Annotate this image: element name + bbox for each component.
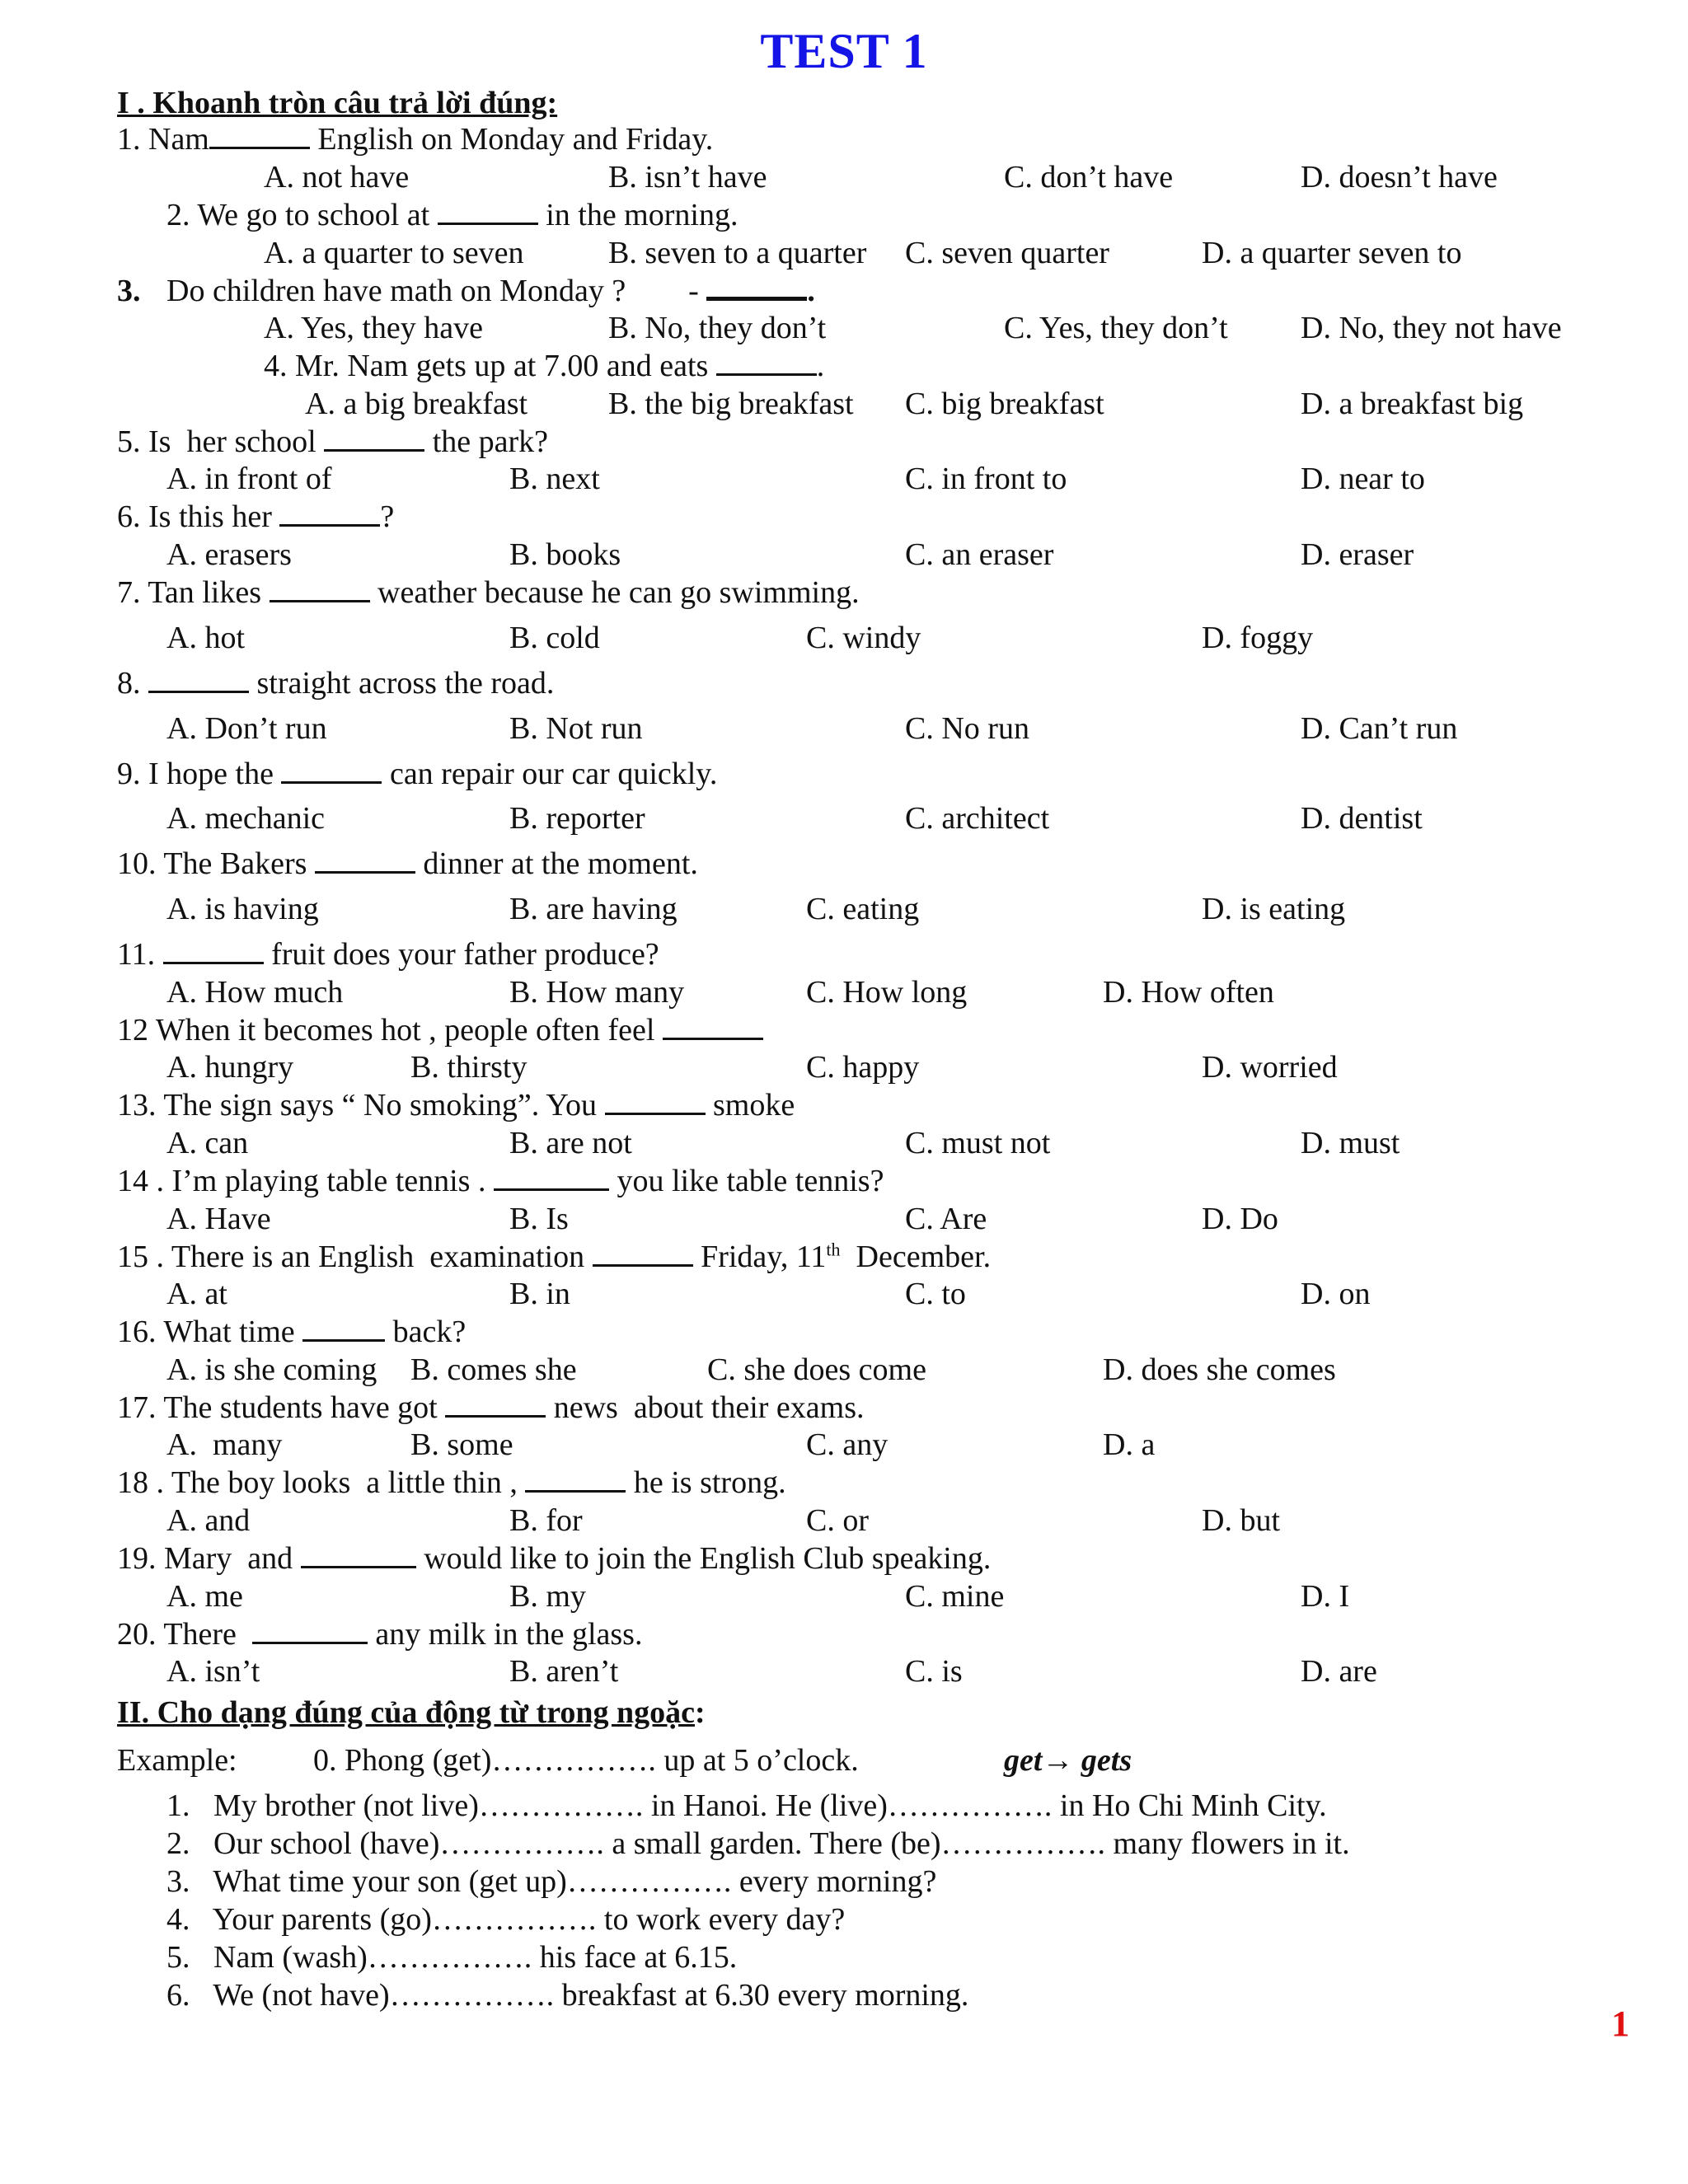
answer-option[interactable]: D. must	[1301, 1126, 1400, 1160]
answer-blank[interactable]	[252, 1617, 368, 1644]
answer-option[interactable]: B. Not run	[509, 711, 643, 746]
page-number: 1	[1611, 2004, 1629, 2044]
answer-option[interactable]: C. architect	[905, 801, 1050, 836]
answer-option[interactable]: D. is eating	[1202, 892, 1346, 926]
verb-exercise-item: 6. We (not have)……………. breakfast at 6.30 every morning.	[166, 1978, 969, 2013]
answer-option[interactable]: B. books	[509, 537, 621, 572]
example-text: 0. Phong (get)……………. up at 5 o’clock.	[313, 1743, 859, 1778]
verb-exercise-item: 5. Nam (wash)……………. his face at 6.15.	[166, 1940, 738, 1975]
answer-option[interactable]: B. seven to a quarter	[608, 236, 867, 270]
answer-blank[interactable]	[163, 937, 264, 964]
answer-option[interactable]: A. in front of	[166, 462, 332, 496]
answer-option[interactable]: A. can	[166, 1126, 249, 1160]
answer-option[interactable]: B. my	[509, 1579, 586, 1614]
question-text: 13. The sign says “ No smoking”. You	[117, 1088, 605, 1122]
answer-option[interactable]: B. Is	[509, 1202, 569, 1236]
question-stem	[117, 120, 713, 158]
answer-option[interactable]: C. eating	[806, 892, 920, 926]
answer-option[interactable]: D. foggy	[1202, 621, 1314, 655]
question-text-after-blank: in the morning.	[537, 198, 738, 232]
question-text-after-blank: news about their exams.	[546, 1390, 865, 1425]
verb-exercise-item: 2. Our school (have)……………. a small garden. There (be)……………. many flowers in it.	[166, 1826, 1350, 1861]
question-text-after-blank: would like to join the English Club speaking.	[415, 1541, 992, 1576]
answer-option[interactable]: D. How often	[1103, 975, 1274, 1010]
question-text: 9. I hope the	[117, 757, 282, 791]
answer-option[interactable]: A. and	[166, 1503, 251, 1538]
question-stem	[117, 1313, 466, 1351]
answer-option[interactable]: A. many	[166, 1427, 283, 1462]
answer-blank[interactable]	[315, 846, 415, 874]
section-2-heading-text: II. Cho dạng đúng của động từ trong ngoặc	[117, 1695, 696, 1730]
question-stem	[117, 755, 717, 793]
question-text-after-blank: back?	[385, 1315, 467, 1349]
answer-option[interactable]: D. worried	[1202, 1050, 1338, 1085]
answer-blank[interactable]	[445, 1390, 546, 1418]
question-text: 4. Mr. Nam gets up at 7.00 and eats	[264, 349, 716, 383]
answer-blank[interactable]	[438, 198, 538, 225]
answer-option[interactable]: A. a quarter to seven	[264, 236, 524, 270]
answer-option[interactable]: B. are not	[509, 1126, 632, 1160]
question-text: 1. Nam	[117, 122, 209, 157]
answer-option[interactable]: B. cold	[509, 621, 600, 655]
question-stem	[117, 1011, 763, 1049]
answer-option[interactable]: D. does she comes	[1103, 1352, 1336, 1387]
answer-option[interactable]: A. is having	[166, 892, 319, 926]
answer-option[interactable]: D. dentist	[1301, 801, 1423, 836]
answer-option[interactable]: B. How many	[509, 975, 685, 1010]
answer-blank[interactable]	[663, 1013, 763, 1040]
answer-blank[interactable]	[706, 272, 807, 301]
question-text-after-blank: the park?	[424, 424, 548, 459]
question-stem	[117, 845, 698, 883]
question-text: 18 . The boy looks a little thin ,	[117, 1465, 526, 1500]
question-stem	[117, 1389, 864, 1427]
question-stem	[117, 574, 860, 612]
question-text-after-blank: English on Monday and Friday.	[309, 122, 714, 157]
answer-option[interactable]: B. for	[509, 1503, 583, 1538]
answer-blank[interactable]	[525, 1465, 626, 1493]
question-stem	[117, 423, 548, 461]
ordinal-suffix: th	[826, 1239, 841, 1260]
answer-option[interactable]: B. comes she	[410, 1352, 577, 1387]
question-stem	[166, 196, 738, 234]
answer-option[interactable]: D. Can’t run	[1301, 711, 1458, 746]
question-text-after-blank: can repair our car quickly.	[382, 757, 718, 791]
answer-option[interactable]: C. any	[806, 1427, 889, 1462]
answer-blank[interactable]	[716, 349, 817, 376]
answer-option[interactable]: D. on	[1301, 1277, 1371, 1311]
question-text-end: December.	[840, 1240, 992, 1274]
answer-option[interactable]: C. don’t have	[1004, 160, 1174, 194]
answer-option[interactable]: C. Yes, they don’t	[1004, 311, 1228, 345]
question-text: 14 . I’m playing table tennis .	[117, 1164, 494, 1198]
answer-option[interactable]: C. Are	[905, 1202, 987, 1236]
answer-option[interactable]: A. at	[166, 1277, 227, 1311]
answer-blank[interactable]	[209, 122, 310, 149]
answer-option[interactable]: A. hungry	[166, 1050, 294, 1085]
verb-exercise-item: 1. My brother (not live)……………. in Hanoi. He (live)……………. in Ho Chi Minh City.	[166, 1788, 1327, 1823]
answer-option[interactable]: C. to	[905, 1277, 966, 1311]
question-text-after-blank: straight across the road.	[249, 666, 555, 701]
question-text-after-blank: smoke	[705, 1088, 795, 1122]
answer-option[interactable]: D. Do	[1202, 1202, 1278, 1236]
answer-option[interactable]: A. isn’t	[166, 1654, 260, 1689]
answer-option[interactable]: C. seven quarter	[905, 236, 1109, 270]
answer-blank[interactable]	[301, 1541, 416, 1568]
answer-blank[interactable]	[281, 757, 382, 784]
answer-option[interactable]: B. isn’t have	[608, 160, 767, 194]
answer-option[interactable]: A. mechanic	[166, 801, 326, 836]
answer-option[interactable]: D. a	[1103, 1427, 1156, 1462]
section-1-heading: I . Khoanh tròn câu trả lời đúng:	[117, 86, 558, 120]
question-text-after-blank: .	[816, 349, 825, 383]
question-text: 7. Tan likes	[117, 575, 270, 610]
question-text-after-blank: Friday, 11	[692, 1240, 827, 1274]
question-text: Do children have math on Monday ? -	[166, 274, 707, 308]
answer-option[interactable]: B. reporter	[509, 801, 645, 836]
question-stem	[117, 664, 554, 702]
answer-option[interactable]: A. a big breakfast	[305, 387, 528, 421]
answer-option[interactable]: B. some	[410, 1427, 513, 1462]
answer-blank[interactable]	[270, 575, 370, 602]
question-text-after-blank: .	[807, 274, 815, 308]
question-stem	[117, 498, 394, 536]
answer-option[interactable]: C. an eraser	[905, 537, 1054, 572]
page-title: TEST 1	[760, 24, 928, 78]
example-answer: get→ gets	[1004, 1743, 1132, 1778]
answer-option[interactable]: B. the big breakfast	[608, 387, 854, 421]
section-2-heading	[117, 1694, 706, 1732]
answer-option[interactable]: D. are	[1301, 1654, 1377, 1689]
answer-option[interactable]: A. How much	[166, 975, 344, 1010]
question-text-after-blank: he is strong.	[626, 1465, 786, 1500]
answer-option[interactable]: B. aren’t	[509, 1654, 619, 1689]
question-text-after-blank: dinner at the moment.	[415, 846, 698, 881]
answer-blank[interactable]	[593, 1240, 693, 1267]
answer-option[interactable]: C. in front to	[905, 462, 1067, 496]
answer-blank[interactable]	[279, 499, 380, 527]
answer-option[interactable]: A. Yes, they have	[264, 311, 483, 345]
answer-option[interactable]: D. a quarter seven to	[1202, 236, 1462, 270]
question-text: 17. The students have got	[117, 1390, 446, 1425]
answer-option[interactable]: C. mine	[905, 1579, 1005, 1614]
question-text-after-blank: fruit does your father produce?	[263, 937, 659, 972]
answer-option[interactable]: B. in	[509, 1277, 570, 1311]
answer-blank[interactable]	[324, 424, 424, 452]
answer-option[interactable]: A. not have	[264, 160, 410, 194]
question-stem	[117, 1162, 884, 1200]
answer-option[interactable]: D. near to	[1301, 462, 1425, 496]
answer-option[interactable]: A. erasers	[166, 537, 292, 572]
question-text: 12 When it becomes hot , people often feel	[117, 1013, 663, 1047]
answer-option[interactable]: D. No, they not have	[1301, 311, 1562, 345]
answer-option[interactable]: C. is	[905, 1654, 963, 1689]
answer-option[interactable]: B. No, they don’t	[608, 311, 827, 345]
answer-option[interactable]: D. I	[1301, 1579, 1350, 1614]
question-text-after-blank: you like table tennis?	[608, 1164, 884, 1198]
question-text: 8.	[117, 666, 148, 701]
answer-option[interactable]: A. Don’t run	[166, 711, 327, 746]
answer-option[interactable]: B. thirsty	[410, 1050, 528, 1085]
answer-blank[interactable]	[605, 1088, 706, 1115]
answer-option[interactable]: A. Have	[166, 1202, 271, 1236]
question-text: 5. Is her school	[117, 424, 325, 459]
answer-blank[interactable]	[494, 1164, 609, 1191]
section-2-heading-colon: :	[695, 1695, 706, 1730]
question-text: 11.	[117, 937, 163, 972]
answer-option[interactable]: D. a breakfast big	[1301, 387, 1524, 421]
answer-option[interactable]: C. must not	[905, 1126, 1051, 1160]
question-stem	[264, 347, 824, 385]
answer-option[interactable]: C. she does come	[707, 1352, 926, 1387]
answer-option[interactable]: A. is she coming	[166, 1352, 377, 1387]
question-stem	[117, 1540, 991, 1577]
answer-option[interactable]: C. happy	[806, 1050, 920, 1085]
example-label: Example:	[117, 1743, 237, 1778]
answer-option[interactable]: B. are having	[509, 892, 678, 926]
question-text-after-blank: weather because he can go swimming.	[369, 575, 860, 610]
question-stem	[117, 935, 659, 973]
question-stem	[117, 1086, 795, 1124]
answer-blank[interactable]	[302, 1315, 385, 1342]
answer-option[interactable]: C. No run	[905, 711, 1029, 746]
question-text-after-blank: ?	[380, 499, 395, 534]
question-stem	[117, 1615, 642, 1653]
answer-option[interactable]: B. next	[509, 462, 600, 496]
question-text: 10. The Bakers	[117, 846, 315, 881]
question-stem	[117, 1464, 786, 1502]
answer-option[interactable]: C. big breakfast	[905, 387, 1104, 421]
question-text: 16. What time	[117, 1315, 303, 1349]
question-text-after-blank: any milk in the glass.	[367, 1617, 643, 1652]
answer-option[interactable]: D. eraser	[1301, 537, 1414, 572]
answer-option[interactable]: C. windy	[806, 621, 921, 655]
question-stem	[117, 272, 815, 310]
question-text: 2. We go to school at	[166, 198, 438, 232]
answer-blank[interactable]	[148, 666, 249, 693]
question-text: 6. Is this her	[117, 499, 280, 534]
answer-option[interactable]: D. but	[1202, 1503, 1280, 1538]
answer-option[interactable]: D. doesn’t have	[1301, 160, 1498, 194]
question-text: 15 . There is an English examination	[117, 1240, 593, 1274]
answer-option[interactable]: C. How long	[806, 975, 968, 1010]
question-number: 3.	[117, 274, 141, 308]
verb-exercise-item: 3. What time your son (get up)……………. every morning?	[166, 1864, 937, 1899]
question-text: 19. Mary and	[117, 1541, 301, 1576]
verb-exercise-item: 4. Your parents (go)……………. to work every day?	[166, 1902, 846, 1937]
question-stem	[117, 1238, 991, 1276]
answer-option[interactable]: A. me	[166, 1579, 243, 1614]
question-text: 20. There	[117, 1617, 252, 1652]
answer-option[interactable]: C. or	[806, 1503, 869, 1538]
answer-option[interactable]: A. hot	[166, 621, 245, 655]
